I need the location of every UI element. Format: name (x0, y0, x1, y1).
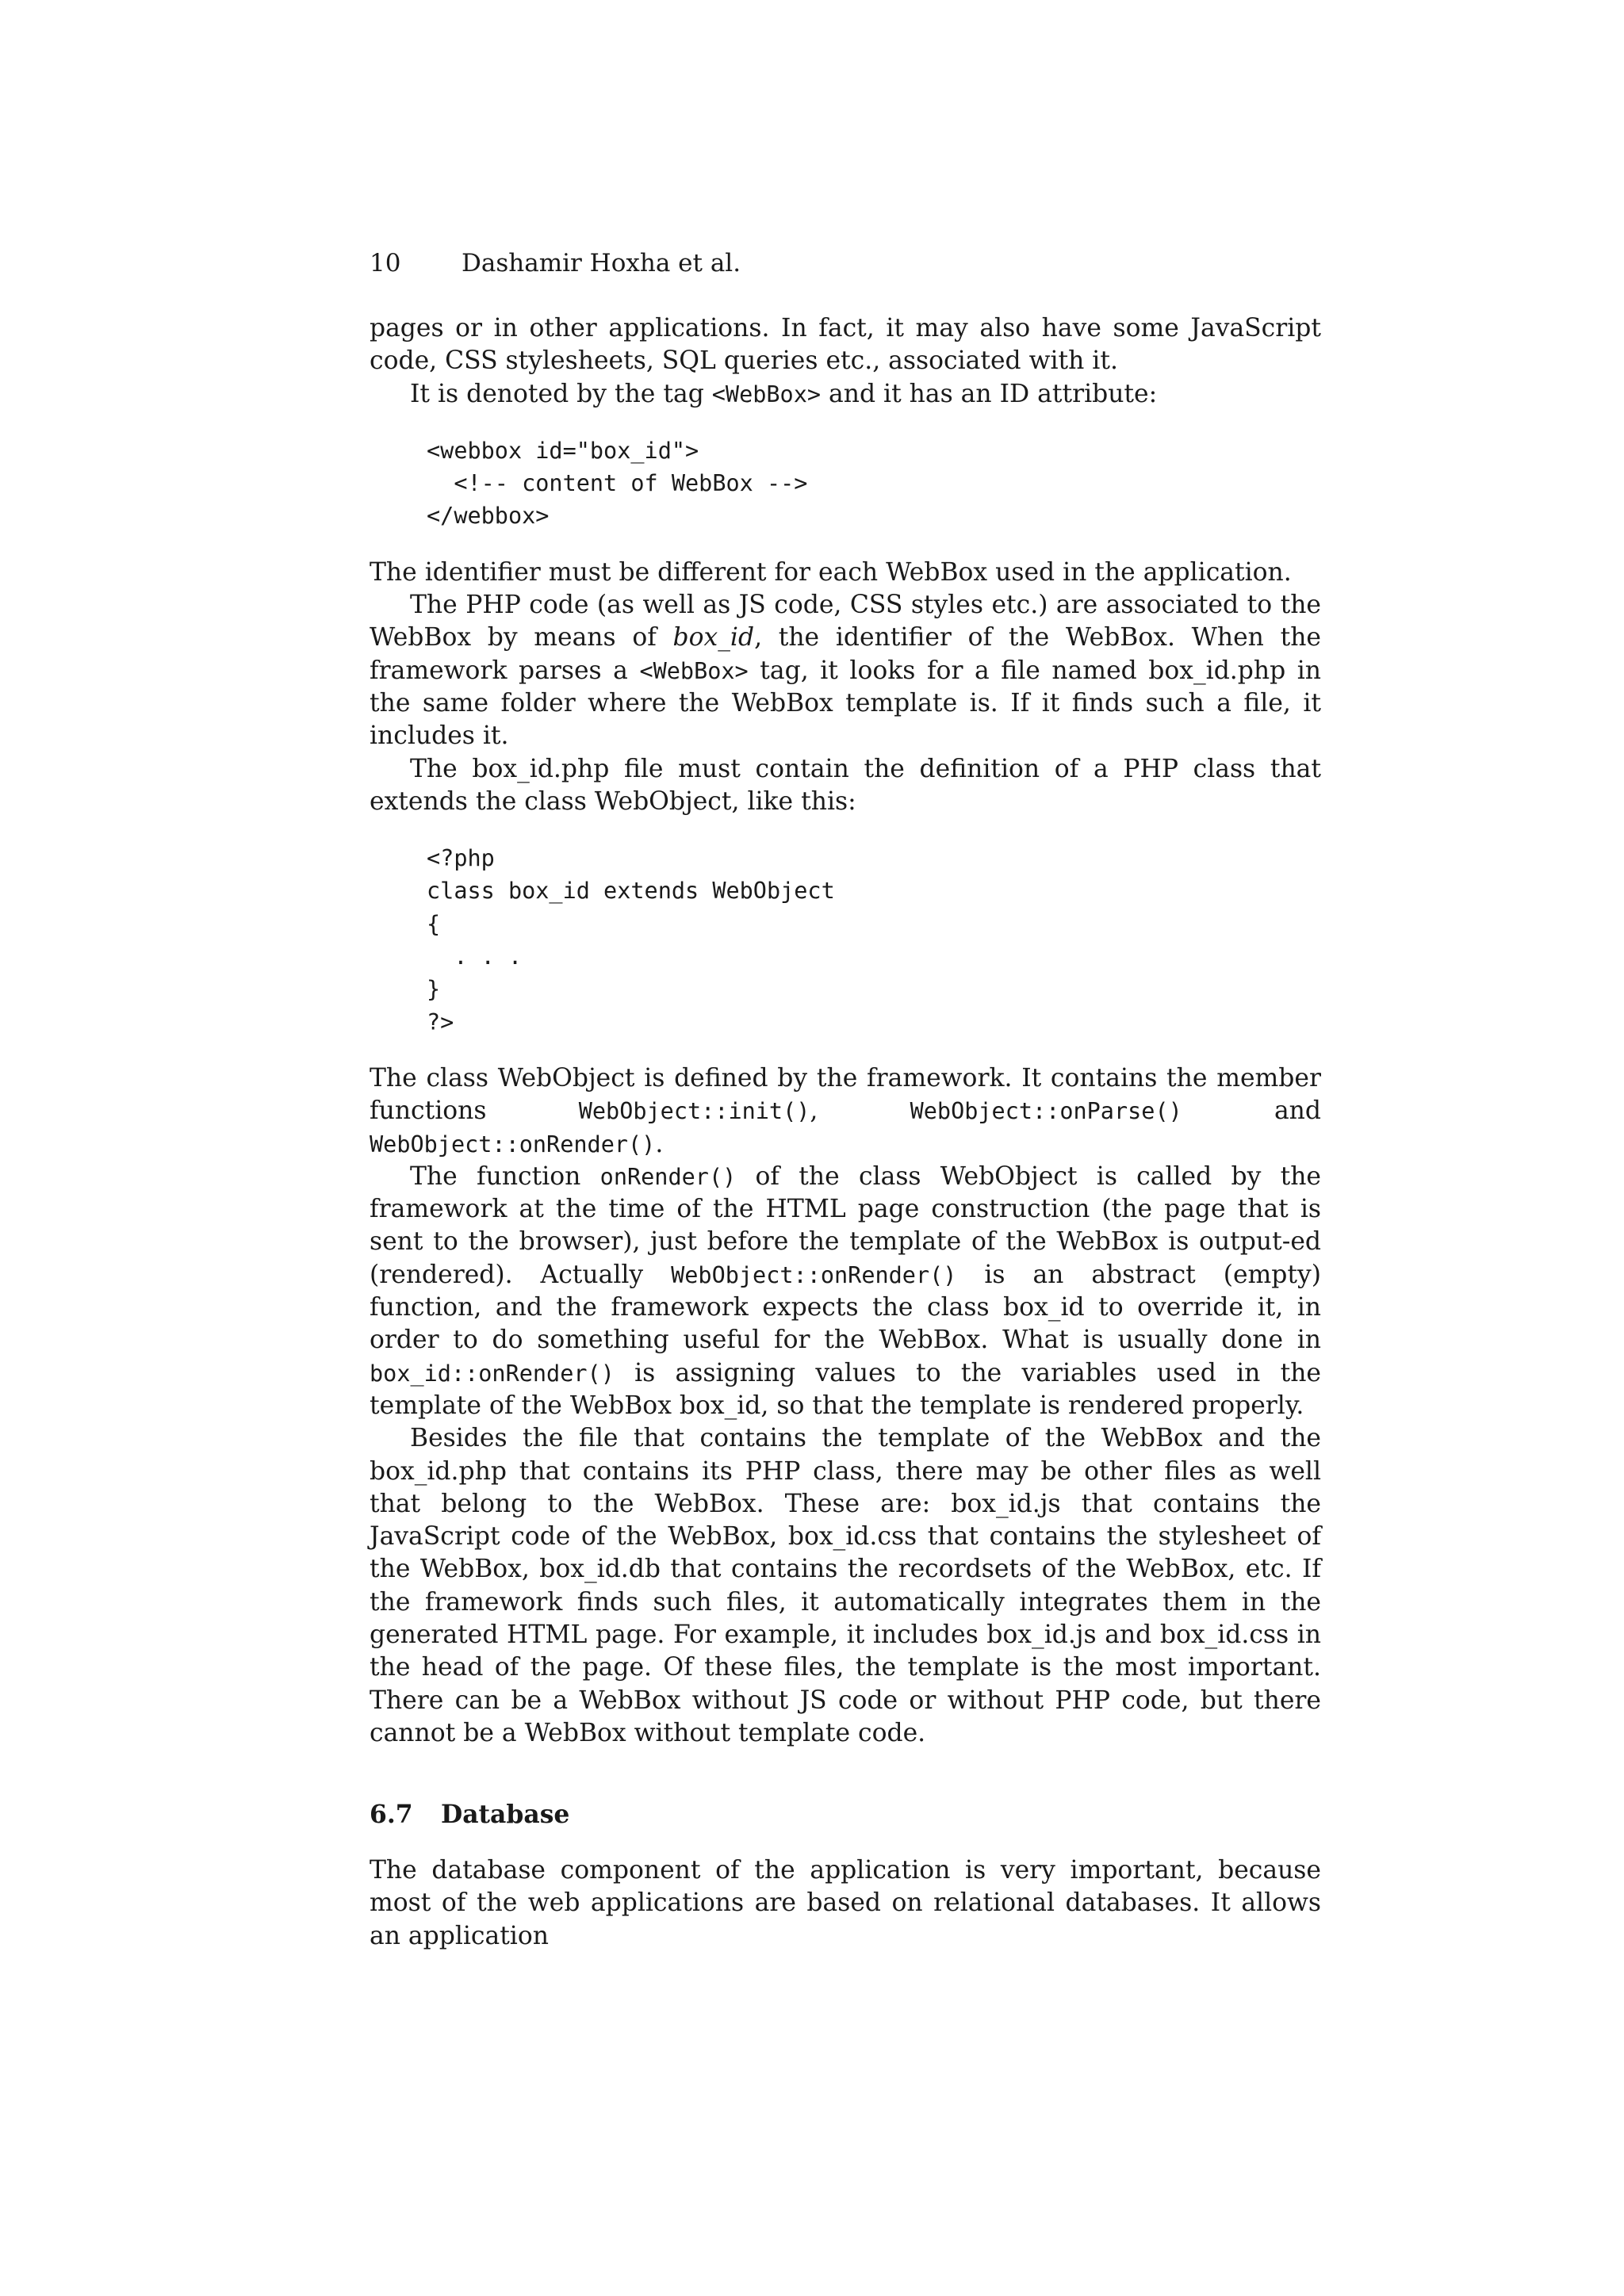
section-heading (370, 1797, 1321, 1832)
text-span: The function (410, 1161, 600, 1191)
paragraph-continuation: pages or in other applications. In fact, it may also have some JavaScript code, CSS stylesheets, SQL queries etc., associated with it. (370, 314, 1321, 376)
running-head (370, 246, 1321, 281)
inline-code: WebObject::onRender() (370, 1131, 656, 1158)
text-span: It is denoted by the tag (410, 379, 712, 408)
italic-term: box_id (672, 623, 755, 652)
text-span: . (655, 1129, 664, 1158)
inline-code: onRender() (599, 1163, 737, 1190)
text-span: and it has an ID attribute: (821, 379, 1158, 408)
inline-code: <WebBox> (711, 381, 822, 408)
paragraph-box-id-php: The box_id.php file must contain the definition of a PHP class that extends the class WebObject, like this: (370, 754, 1321, 816)
text-span: The class WebObject is defined by the framework. It contains the member functions (370, 1063, 1321, 1126)
paragraph-onrender (370, 1161, 1321, 1422)
code-block-webbox: <webbox id="box_id"> <!-- content of WebBox --> </webbox> (427, 437, 808, 530)
paragraph-database: The database component of the application is very important, because most of the web applications are based on relational databases. It allows an application (370, 1856, 1321, 1950)
text-span: , the identifier of the WebBox. When the framework parses a (370, 623, 1322, 685)
paragraph-webobject (370, 1062, 1321, 1161)
inline-code: <WebBox> (639, 657, 749, 684)
paper-page (370, 246, 1321, 1953)
paragraph-webbox-tag (370, 378, 1321, 411)
section-title: Database (441, 1800, 570, 1830)
text-span: The PHP code (as well as JS code, CSS styles etc.) are associated to the WebBox by means of (370, 591, 1321, 652)
page-number: 10 (370, 249, 401, 277)
paragraph-identifier: The identifier must be different for each WebBox used in the application. (370, 557, 1292, 587)
inline-code: box_id::onRender() (370, 1360, 615, 1387)
text-span: tag, it looks for a file named box_id.php in the same folder where the WebBox template is. If it finds such a file, it includes it. (370, 656, 1321, 751)
code-block-php-class: <?php class box_id extends WebObject { . . . } ?> (427, 845, 835, 1035)
section-number: 6.7 (370, 1800, 413, 1830)
text-span: and (1182, 1096, 1321, 1126)
text-span: is an abstract (empty) function, and the framework expects the class box_id to override it, in order to do something useful for the WebBox. What is usually done in (370, 1260, 1321, 1355)
running-head-authors: Dashamir Hoxha et al. (462, 249, 741, 277)
inline-code: WebObject::onParse() (910, 1098, 1182, 1125)
inline-code: WebObject::onRender() (671, 1261, 957, 1288)
paragraph-php-code (370, 589, 1321, 752)
paragraph-other-files: Besides the file that contains the template of the WebBox and the box_id.php that contains its PHP class, there may be other files as well that belong to the WebBox. These are: box_id.js that contains the JavaScript code of the WebBox, box_id.css that contains the stylesheet of the WebBox, box_id.db that contains the recordsets of the WebBox, etc. If the framework finds such files, it automatically integrates them in the generated HTML page. For example, it includes box_id.js and box_id.css in the head of the page. Of these files, the template is the most important. There can be a WebBox without JS code or without PHP code, but there cannot be a WebBox without template code. (370, 1424, 1321, 1747)
inline-code: WebObject::init() (578, 1098, 810, 1125)
text-span: of the class WebObject is called by the framework at the time of the HTML page construction (the page that is sent to the browser), just before the template of the WebBox is output-ed (rendered). Actually (370, 1161, 1321, 1289)
text-span: is assigning values to the variables used in the template of the WebBox box_id, so that the template is rendered properly. (370, 1358, 1321, 1420)
text-span: , (810, 1096, 910, 1126)
